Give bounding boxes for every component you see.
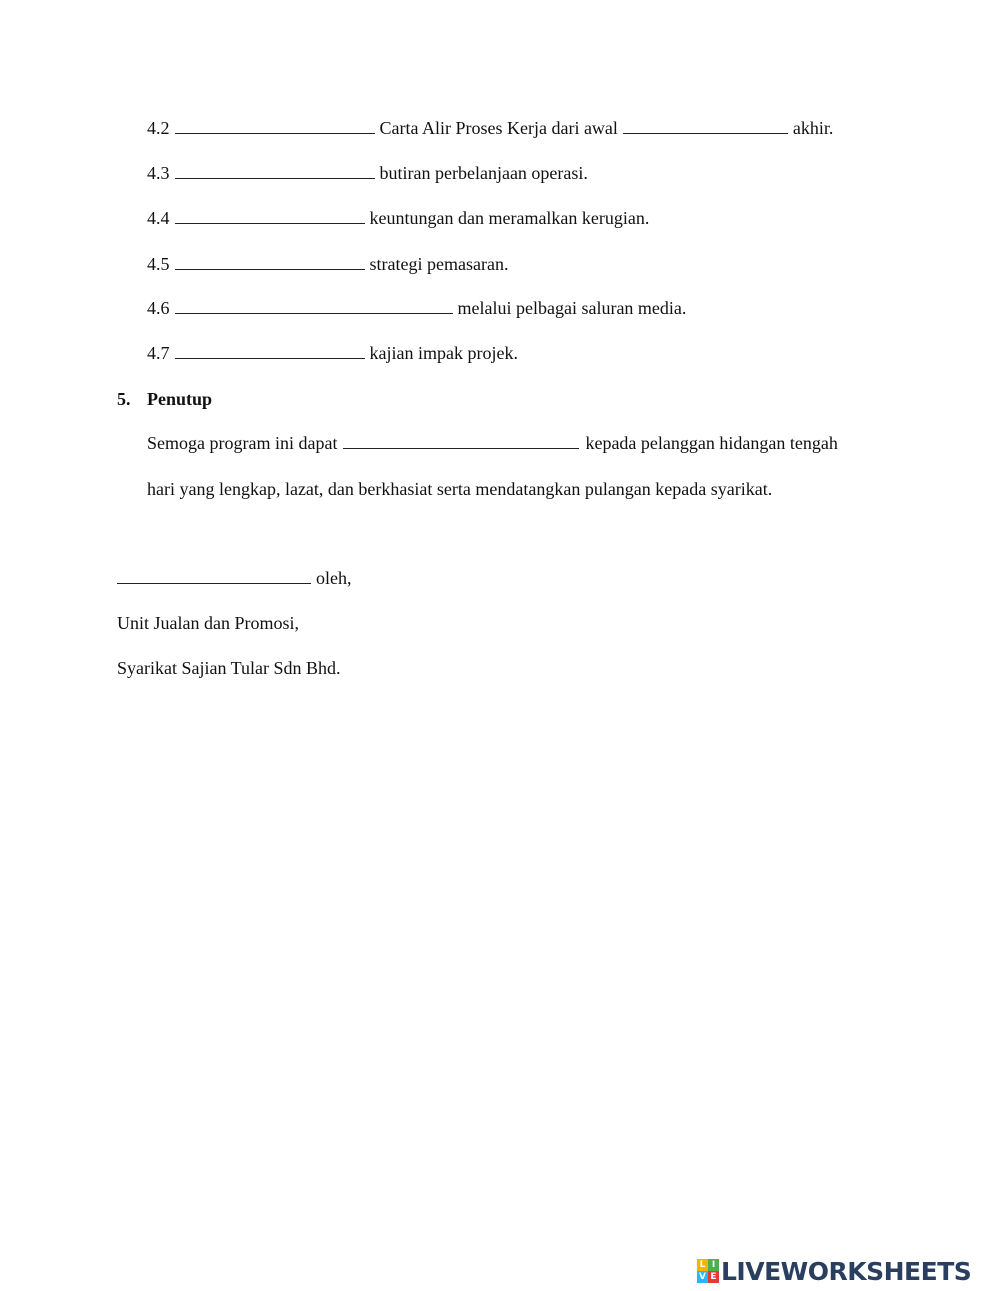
- answer-blank[interactable]: [175, 116, 375, 134]
- item-text: butiran perbelanjaan operasi.: [379, 163, 588, 183]
- closing-line-2: hari yang lengkap, lazat, dan berkhasiat serta mendatangkan pulangan kepada syarikat.: [147, 479, 773, 499]
- item-text: melalui pelbagai saluran media.: [457, 298, 687, 318]
- item-number: 4.3: [147, 163, 170, 183]
- section-number: 5.: [117, 389, 131, 409]
- answer-blank[interactable]: [175, 206, 365, 224]
- item-4-3: [147, 161, 588, 185]
- logo-mark-icon: [697, 1259, 719, 1283]
- item-text-end: akhir.: [792, 118, 834, 138]
- item-number: 4.2: [147, 118, 170, 138]
- item-text: Carta Alir Proses Kerja dari awal: [379, 118, 618, 138]
- section-title: Penutup: [147, 389, 213, 409]
- logo-letter: V: [697, 1271, 708, 1283]
- item-number: 4.4: [147, 208, 170, 228]
- answer-blank[interactable]: [175, 161, 375, 179]
- item-4-4: [147, 206, 649, 230]
- logo-letter: E: [708, 1271, 719, 1283]
- closing-text-before: Semoga program ini dapat: [147, 433, 338, 453]
- item-number: 4.6: [147, 298, 170, 318]
- item-4-2: [147, 116, 833, 140]
- logo-text: LIVEWORKSHEETS: [721, 1256, 972, 1286]
- answer-blank[interactable]: [175, 296, 453, 314]
- item-text: keuntungan dan meramalkan kerugian.: [369, 208, 650, 228]
- item-4-6: [147, 296, 686, 320]
- signature-unit: Unit Jualan dan Promosi,: [117, 613, 299, 633]
- item-4-7: [147, 341, 518, 365]
- liveworksheets-logo: [697, 1256, 971, 1286]
- item-4-5: [147, 252, 508, 276]
- item-number: 4.7: [147, 343, 170, 363]
- answer-blank[interactable]: [117, 566, 311, 584]
- answer-blank[interactable]: [175, 252, 365, 270]
- signature-line: [117, 566, 352, 590]
- answer-blank[interactable]: [343, 431, 579, 449]
- signature-by: oleh,: [316, 568, 352, 588]
- item-number: 4.5: [147, 254, 170, 274]
- logo-letter: I: [708, 1259, 719, 1271]
- signature-company: Syarikat Sajian Tular Sdn Bhd.: [117, 658, 341, 678]
- closing-line-1: [147, 431, 838, 455]
- answer-blank[interactable]: [623, 116, 788, 134]
- closing-text-after: kepada pelanggan hidangan tengah: [585, 433, 838, 453]
- answer-blank[interactable]: [175, 341, 365, 359]
- logo-letter: L: [697, 1259, 708, 1271]
- item-text: strategi pemasaran.: [369, 254, 509, 274]
- section-heading: [117, 387, 212, 411]
- item-text: kajian impak projek.: [369, 343, 518, 363]
